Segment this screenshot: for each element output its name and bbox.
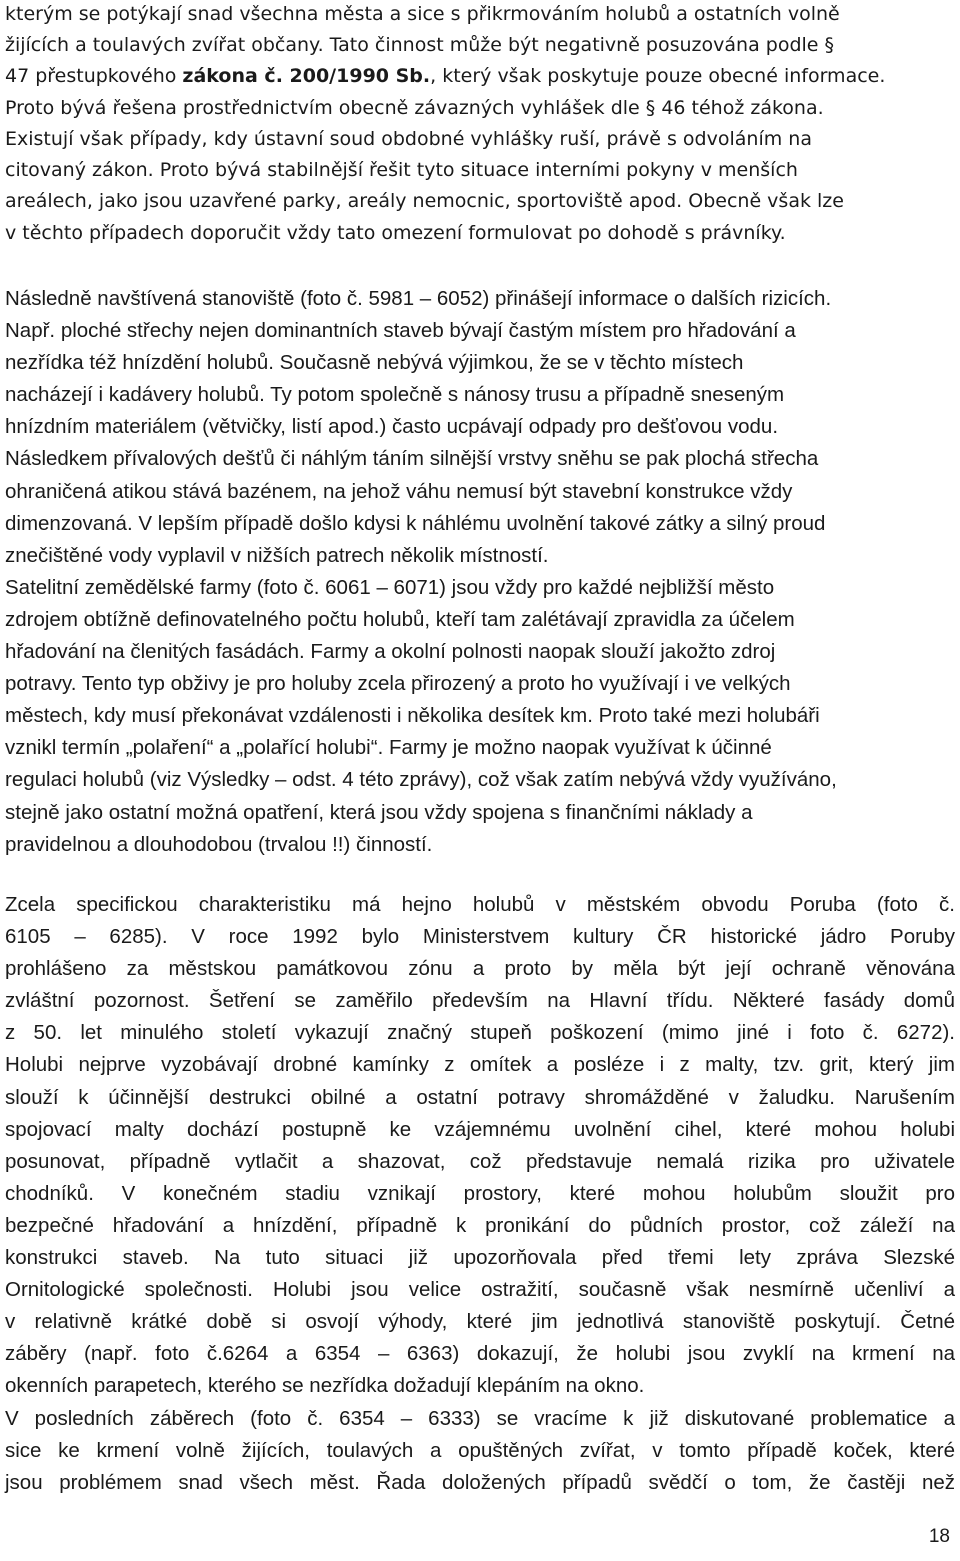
text-line: Satelitní zemědělské farmy (foto č. 6061 – 6071) jsou vždy pro každé nejbližší město xyxy=(5,575,775,599)
paragraph-risks xyxy=(5,283,955,861)
text-line: městech, kdy musí překonávat vzdálenosti i několika desítek km. Proto také mezi holubáři xyxy=(5,704,820,728)
text-line: potravy. Tento typ obživy je pro holuby zcela přirozený a proto ho využívají i ve velkých xyxy=(5,672,791,696)
text-line: bezpečné hřadování a hnízdění, případně k pronikání do půdních prostor, což záleží na xyxy=(5,1213,955,1237)
text-line: Ornitologické společnosti. Holubi jsou velice ostražití, současně však nesmírně učenliví a xyxy=(5,1278,955,1302)
text-line: sice ke krmení volně žijících, toulavých a opuštěných zvířat, v tomto případě koček, které xyxy=(5,1438,955,1462)
justified-paragraph xyxy=(5,889,955,1499)
text-line: zvláštní pozornost. Šetření se zaměřilo především na Hlavní třídu. Některé fasády domů xyxy=(5,989,955,1013)
text-line: dimenzovaná. V lepším případě došlo kdysi k náhlému uvolnění takové zátky a silný proud xyxy=(5,511,826,535)
text-line: stejně jako ostatní možná opatření, která jsou vždy spojena s finančními náklady a xyxy=(5,800,753,824)
text-line: Např. ploché střechy nejen dominantních staveb bývají častým místem pro hřadování a xyxy=(5,319,796,343)
text-line: vznikl termín „polaření“ a „polařící holubi“. Farmy je možno naopak využívat k účinné xyxy=(5,736,772,760)
text-line: V posledních záběrech (foto č. 6354 – 6333) se vracíme k již diskutované problematice a xyxy=(5,1406,955,1430)
text-line: Následkem přívalových dešťů či náhlým táním silnější vrstvy sněhu se pak plochá střecha xyxy=(5,447,819,471)
intro-line-6-end: Proto bývá stabilnější řešit tyto situace interními pokyny v menších xyxy=(159,159,798,181)
intro-line-7 xyxy=(5,187,955,215)
text-line: zdrojem obtížně definovatelného počtu holubů, kteří tam zalétávají zpravidla za účelem xyxy=(5,607,795,631)
intro-line-1: kterým se potýkají snad všechna města a sice s přikrmováním holubů a ostatních volně xyxy=(5,3,840,25)
text-line: z 50. let minulého století vykazují značný stupeň poškození (mimo jiné i foto č. 6272). xyxy=(5,1021,955,1045)
intro-line-6 xyxy=(5,156,955,184)
intro-line-6-start: citovaný zákon. xyxy=(5,159,160,181)
text-line: konstrukci staveb. Na tuto situaci již upozorňovala před třemi lety zpráva Slezské xyxy=(5,1246,955,1270)
intro-line-7-start: areálech, jako jsou uzavřené parky, areály nemocnic, sportoviště apod. xyxy=(5,190,689,212)
text-line: záběry (např. foto č.6264 a 6354 – 6363) dokazují, že holubi jsou zvyklí na krmení na xyxy=(5,1342,955,1366)
text-line: Následně navštívená stanoviště (foto č. 5981 – 6052) přinášejí informace o dalších rizicích. xyxy=(5,287,832,310)
intro-line-3-start: 47 přestupkového xyxy=(5,65,183,87)
text-line: chodníků. V konečném stadiu vznikají prostory, které mohou holubům sloužit pro xyxy=(5,1181,955,1205)
text-line: hnízdním materiálem (větvičky, listí apod.) často ucpávají odpady pro dešťovou vodu. xyxy=(5,415,779,439)
law-reference: zákona č. 200/1990 Sb. xyxy=(182,65,431,87)
text-line: pravidelnou a dlouhodobou (trvalou !!) činností. xyxy=(5,832,433,856)
text-line: nezřídka též hnízdění holubů. Současně nebývá výjimkou, že se v těchto místech xyxy=(5,351,744,375)
text-line: prohlášeno za městskou památkovou zónu a proto by měla být její ochraně věnována xyxy=(5,957,955,981)
text-line: hřadování na členitých fasádách. Farmy a okolní polnosti naopak slouží jakožto zdroj xyxy=(5,640,776,664)
text-line: jsou problémem snad všech měst. Řada doložených případů svědčí o tom, že častěji než xyxy=(5,1470,955,1494)
paragraph-poruba xyxy=(5,889,955,1499)
text-line: okenních parapetech, kterého se nezřídka dožadují klepáním na okno. xyxy=(5,1374,645,1398)
text-line: znečištěné vody vyplavil v nižších patrech několik místností. xyxy=(5,543,549,567)
text-line: spojovací malty dochází postupně ke vzájemnému uvolnění cihel, které mohou holubi xyxy=(5,1117,955,1141)
text-line: slouží k účinnější destrukci obilné a ostatní potravy shromážděné v žaludku. Narušením xyxy=(5,1085,955,1109)
page-number: 18 xyxy=(928,1526,950,1547)
text-line: Holubi nejprve vyzobávají drobné kamínky z omítek a posléze i z malty, tzv. grit, který jim xyxy=(5,1053,955,1077)
intro-line-3 xyxy=(5,62,955,90)
intro-line-2: žijících a toulavých zvířat občany. Tato činnost může být negativně posuzována podle § xyxy=(5,34,835,56)
text-line: ohraničená atikou stává bazénem, na jehož váhu nemusí být stavební konstrukce vždy xyxy=(5,479,793,503)
text-line: regulaci holubů (viz Výsledky – odst. 4 této zprávy), což však zatím nebývá vždy využíváno, xyxy=(5,768,837,792)
intro-line-4: Proto bývá řešena prostřednictvím obecně závazných vyhlášek dle § 46 téhož zákona. xyxy=(5,97,824,119)
intro-line-3-end: , který však poskytuje pouze obecné informace. xyxy=(430,65,886,87)
text-line: Zcela specifickou charakteristiku má hejno holubů v městském obvodu Poruba (foto č. xyxy=(5,893,955,916)
text-line: posunovat, případně vytlačit a shazovat, což představuje nemalá rizika pro uživatele xyxy=(5,1149,955,1173)
intro-line-7-end: Obecně však lze xyxy=(688,190,844,212)
intro-line-5: Existují však případy, kdy ústavní soud obdobné vyhlášky ruší, právě s odvoláním na xyxy=(5,128,812,150)
text-line: v relativně krátké době si osvojí výhody, které jim jednotlivá stanoviště poskytují. Četné xyxy=(5,1310,955,1334)
text-line: 6105 – 6285). V roce 1992 bylo Ministerstvem kultury ČR historické jádro Poruby xyxy=(5,925,955,949)
text-line: nacházejí i kadávery holubů. Ty potom společně s nánosy trusu a případně sneseným xyxy=(5,383,785,407)
intro-line-8: v těchto případech doporučit vždy tato omezení formulovat po dohodě s právníky. xyxy=(5,222,786,244)
